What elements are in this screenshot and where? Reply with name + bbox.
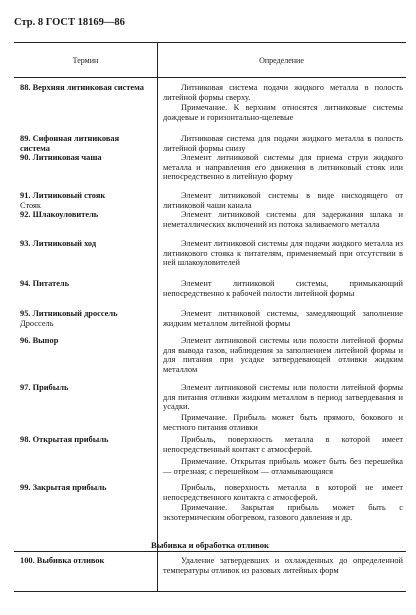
page-header: Стр. 8 ГОСТ 18169—86	[14, 17, 125, 28]
definition-89: Литниковая система для подачи жидкого металла в полость литейной формы снизу	[163, 134, 403, 153]
term-99: 99. Закрытая прибыль	[20, 483, 107, 492]
note-97: Примечание. Прибыль может быть прямого, бокового и местного питания отливки	[163, 413, 403, 432]
term-100: 100. Выбивка отливок	[20, 556, 105, 565]
terms-table	[14, 42, 406, 592]
definition-99: Прибыль, поверхность металла в которой не имеет непосредственного контакта с атмосферой.	[163, 483, 403, 502]
synonym-95: Дроссель	[20, 318, 54, 328]
definition-90: Элемент литниковой системы для приема струи жидкого металла и направления его движения в литниковый стояк или непосредственно в литейную форму	[163, 153, 403, 182]
note-88: Примечание. К верхним относятся литниковые системы дождевые и горизонтально-щелевые	[163, 103, 403, 122]
term-98: 98. Открытая прибыль	[20, 435, 109, 444]
term-90: 90. Литниковая чаша	[20, 153, 102, 162]
section-divider	[14, 551, 406, 552]
column-header-definition: Определение	[157, 43, 406, 78]
definition-92: Элемент литниковой системы для задержания шлака и неметаллических включений из потока заливаемого металла	[163, 210, 403, 229]
definition-97: Элемент литниковой системы или полости литейной формы для питания отливки жидким металлом в период затвердевания и усадки.	[163, 383, 403, 412]
definition-94: Элемент литниковой системы, примыкающий непосредственно к рабочей полости литейной формы	[163, 279, 403, 298]
definition-96: Элемент литниковой системы или полости литейной формы для вывода газов, наблюдения за заполнением литейной формы и для питания при усадке затвердевающей отливки жидким металлом	[163, 336, 403, 374]
term-93: 93. Литниковый ход	[20, 239, 97, 248]
term-89: 89. Сифонная литниковая система	[20, 134, 120, 153]
column-divider	[157, 43, 158, 591]
section-title: Выбивка и обработка отливок	[150, 540, 270, 550]
definition-88: Литниковая система подачи жидкого металла в полость литейной формы сверху.	[163, 83, 403, 102]
definition-95: Элемент литниковой системы, замедляющий заполнение жидким металлом литейной формы	[163, 309, 403, 328]
term-91: 91. Литниковый стояк Стояк	[20, 191, 106, 210]
synonym-91: Стояк	[20, 200, 41, 210]
term-96: 96. Выпор	[20, 336, 59, 345]
definition-100: Удаление затвердевших и охлажденных до определенной температуры отливок из разовых литейных форм	[163, 556, 403, 575]
note-98: Примечание. Открытая прибыль может быть без перешейка — отрезная; с перешейком — отламывающаяся	[163, 457, 403, 476]
definition-98: Прибыль, поверхность металла в которой имеет непосредственный контакт с атмосферой.	[163, 435, 403, 454]
term-95: 95. Литниковый дроссель Дроссель	[20, 309, 118, 328]
term-94: 94. Питатель	[20, 279, 70, 288]
term-92: 92. Шлакоуловитель	[20, 210, 99, 219]
term-97: 97. Прибыль	[20, 383, 69, 392]
term-88: 88. Верхняя литниковая система	[20, 83, 144, 92]
definition-93: Элемент литниковой системы для подачи жидкого металла из литникового стояка к питателям, применяемый при отсутствии в ней шлакоуловителей	[163, 239, 403, 268]
column-header-term: Термин	[14, 43, 157, 78]
definition-91: Элемент литниковой системы в виде нисходящего от литниковой чаши канала	[163, 191, 403, 210]
note-99: Примечание. Закрытая прибыль может быть с экзотермическим обогревом, газового давления и др.	[163, 503, 403, 522]
